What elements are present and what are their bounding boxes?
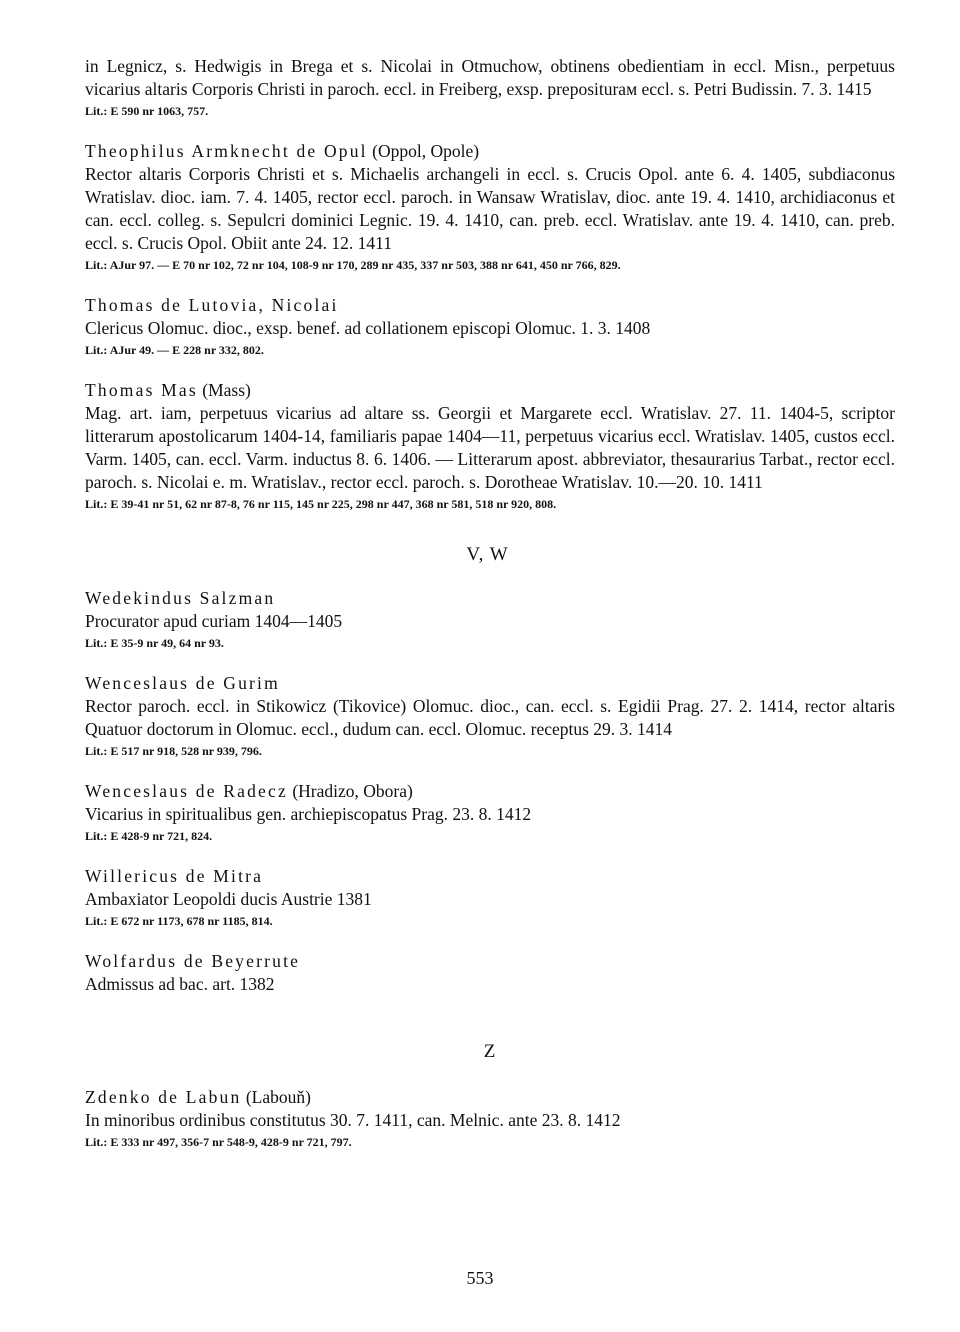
lit-references: E 590 nr 1063, 757. [110,104,209,118]
entry-name: Willericus de Mitra [85,866,264,886]
entry-heading [85,140,895,163]
entry-name: Wenceslaus de Radecz [85,781,288,801]
entry [85,672,895,760]
entry-name: Thomas Mas [85,380,198,400]
entry-name-variant: (Labouň) [241,1087,311,1107]
lit-references: E 428-9 nr 721, 824. [110,829,213,843]
page-number: 553 [466,1268,494,1288]
lit-references: E 672 nr 1173, 678 nr 1185, 814. [110,914,273,928]
entry-heading [85,294,895,317]
lit-references: E 333 nr 497, 356-7 nr 548-9, 428-9 nr 721, 797. [110,1135,352,1149]
literature-line [85,634,895,652]
entry-heading [85,587,895,610]
entry-name: Thomas de Lutovia, Nicolai [85,295,339,315]
literature-line [85,912,895,930]
entry-continuation [85,55,895,120]
entry [85,865,895,930]
entry-text: Mag. art. iam, perpetuus vicarius ad altare ss. Georgii et Margarete eccl. Wratislav. 27. 11. 1404-5, scriptor litterarum apostolicarum 1404-14, familiaris papae 1404—11, perpetuus vicarius eccl. Wratislav. 1405, custos eccl. Varm. 1405, can. eccl. Varm. inductus 8. 6. 1406. — Litterarum apost. abbreviator, thesaurarius Tarbat., rector eccl. paroch. s. Nicolai e. m. Wratislav., rector eccl. paroch. s. Dorotheae Wratislav. 10.—20. 10. 1411 [85,403,895,492]
literature-line [85,1133,895,1151]
lit-label: Lit.: [85,914,108,928]
entry-name: Wenceslaus de Gurim [85,673,280,693]
lit-references: AJur 49. — E 228 nr 332, 802. [109,343,264,357]
entry-name: Wolfardus de Beyerrute [85,951,301,971]
lit-label: Lit.: [85,1135,108,1149]
literature-line [85,742,895,760]
lit-label: Lit.: [85,497,108,511]
entry-heading [85,379,895,402]
entry-heading [85,672,895,695]
entry-text: Ambaxiator Leopoldi ducis Austrie 1381 [85,889,372,909]
entry-name: Zdenko de Labun [85,1087,242,1107]
entry-name: Wedekindus Salzman [85,588,276,608]
lit-references: E 517 nr 918, 528 nr 939, 796. [110,744,262,758]
entry-text: Vicarius in spiritualibus gen. archiepiscopatus Prag. 23. 8. 1412 [85,804,532,824]
entry-name-variant: (Mass) [197,380,251,400]
entry-text: Clericus Olomuc. dioc., exsp. benef. ad collationem episcopi Olomuc. 1. 3. 1408 [85,318,651,338]
entry [85,780,895,845]
entry-heading [85,865,895,888]
entry-text: in Legnicz, s. Hedwigis in Brega et s. Nicolai in Otmuchow, obtinens obedientiam in eccl. Misn., perpetuus vicarius altaris Corporis Christi in paroch. eccl. in Freiberg, exsp. prepositurам eccl. s. Petri Budissin. 7. 3. 1415 [85,56,895,99]
entry [85,587,895,652]
entry-name: Theophilus Armknecht de Opul [85,141,368,161]
entry-text: Procurator apud curiam 1404—1405 [85,611,343,631]
lit-label: Lit.: [85,636,108,650]
page-content [85,55,895,1171]
literature-line [85,102,895,120]
entry-name-variant: (Hradizo, Obora) [287,781,413,801]
literature-line [85,827,895,845]
literature-line [85,341,895,359]
lit-references: AJur 97. — E 70 nr 102, 72 nr 104, 108-9 nr 170, 289 nr 435, 337 nr 503, 388 nr 641, 450 nr 766, 829. [109,258,621,272]
literature-line [85,495,895,513]
lit-label: Lit.: [85,829,108,843]
lit-references: E 35-9 nr 49, 64 nr 93. [110,636,224,650]
entry [85,1086,895,1151]
lit-label: Lit.: [85,258,108,272]
section-heading-z: Z [483,1041,497,1062]
entry-text: Rector paroch. eccl. in Stikowicz (Tikovice) Olomuc. dioc., can. eccl. s. Egidii Prag. 27. 2. 1414, rector altaris Quatuor doctorum in Olomuc. eccl., dudum can. eccl. Olomuc. receptus 29. 3. 1414 [85,696,895,739]
literature-line [85,256,895,274]
section-heading-vw: V, W [466,544,509,565]
lit-references: E 39-41 nr 51, 62 nr 87-8, 76 nr 115, 145 nr 225, 298 nr 447, 368 nr 581, 518 nr 920, 808. [110,497,557,511]
entry [85,379,895,513]
entry-text: Admissus ad bac. art. 1382 [85,974,275,994]
entry [85,140,895,274]
entry-text: Rector altaris Corporis Christi et s. Michaelis archangeli in eccl. s. Crucis Opol. ante 6. 4. 1405, subdiaconus Wratislav. dioc. iam. 7. 4. 1405, rector eccl. paroch. in Wansaw Wratislav, dioc. ante 19. 4. 1410, archidiaconus et can. eccl. colleg. s. Sepulcri dominici Legnic. 19. 4. 1410, can. preb. eccl. Wratislav. ante 19. 4. 1410, can. preb. eccl. s. Crucis Opol. Obiit ante 24. 12. 1411 [85,164,895,253]
entry-heading [85,780,895,803]
entry-text: In minoribus ordinibus constitutus 30. 7. 1411, can. Melnic. ante 23. 8. 1412 [85,1110,621,1130]
lit-label: Lit.: [85,343,108,357]
entry-heading [85,950,895,973]
entry-heading [85,1086,895,1109]
entry [85,294,895,359]
entry [85,950,895,996]
entry-name-variant: (Oppol, Opole) [367,141,480,161]
lit-label: Lit.: [85,104,108,118]
lit-label: Lit.: [85,744,108,758]
